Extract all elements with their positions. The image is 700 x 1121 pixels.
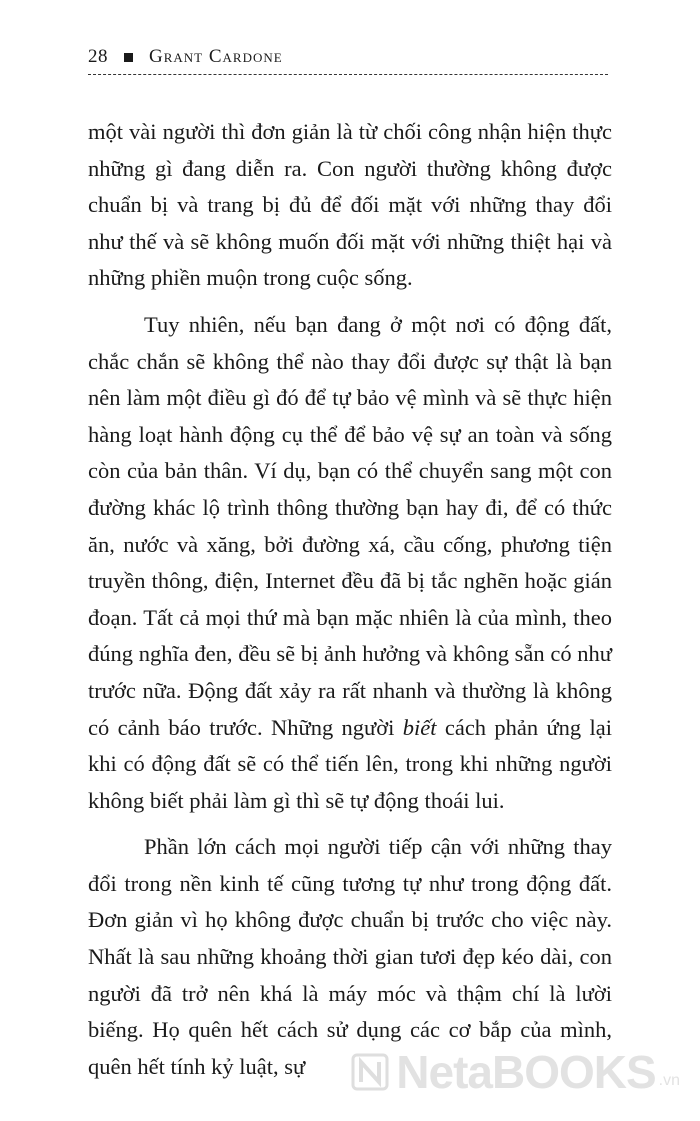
watermark bbox=[350, 1045, 680, 1099]
paragraph-1: một vài người thì đơn giản là từ chối công nhận hiện thực những gì đang diễn ra. Con người thường không được chuẩn bị và trang bị đủ để đối mặt với những thay đổi như thế và sẽ không muốn đối mặt với những thiệt hại và những phiền muộn trong cuộc sống. bbox=[88, 119, 612, 291]
watermark-brand: NetaBOOKS bbox=[396, 1046, 656, 1098]
square-bullet-icon bbox=[124, 53, 133, 62]
page-number: 28 bbox=[88, 46, 108, 67]
watermark-suffix: .vn bbox=[658, 1072, 680, 1089]
author-name: Grant Cardone bbox=[149, 46, 283, 67]
paragraph-2 bbox=[88, 307, 612, 819]
paragraph-2-text-b: cách phản ứng lại khi có động đất sẽ có thể tiến lên, trong khi những người không biết phải làm gì thì sẽ tự động thoái lui. bbox=[88, 714, 612, 813]
paragraph-2-text-a: Tuy nhiên, nếu bạn đang ở một nơi có động đất, chắc chắn sẽ không thể nào thay đổi được sự thật là bạn nên làm một điều gì đó để tự bảo vệ mình và sẽ thực hiện hàng loạt hành động cụ thể để bảo vệ sự an toàn và sống còn của bản thân. Ví dụ, bạn có thể chuyển sang một con đường khác lộ trình thông thường bạn hay đi, để có thức ăn, nước và xăng, bởi đường xá, cầu cống, phương tiện truyền thông, điện, Internet đều đã bị tắc nghẽn hoặc gián đoạn. Tất cả mọi thứ mà bạn mặc nhiên là của mình, theo đúng nghĩa đen, đều sẽ bị ảnh hưởng và không sẵn có như trước nữa. Động đất xảy ra rất nhanh và thường là không có cảnh báo trước. Những người bbox=[88, 311, 612, 740]
emphasis-word: biết bbox=[402, 714, 437, 740]
running-header bbox=[88, 44, 608, 84]
header-line bbox=[88, 44, 608, 70]
body-text bbox=[88, 114, 612, 1085]
netabooks-logo-icon bbox=[350, 1052, 390, 1092]
dashed-divider bbox=[88, 74, 608, 75]
paragraph-3: Phần lớn cách mọi người tiếp cận với những thay đổi trong nền kinh tế cũng tương tự như trong động đất. Đơn giản vì họ không được chuẩn bị trước cho việc này. Nhất là sau những khoảng thời gian tươi đẹp kéo dài, con người đã trở nên khá là máy móc và thậm chí là lười biếng. Họ quên hết cách sử dụng các cơ bắp của mình, quên hết tính kỷ luật, sự bbox=[88, 834, 612, 1079]
